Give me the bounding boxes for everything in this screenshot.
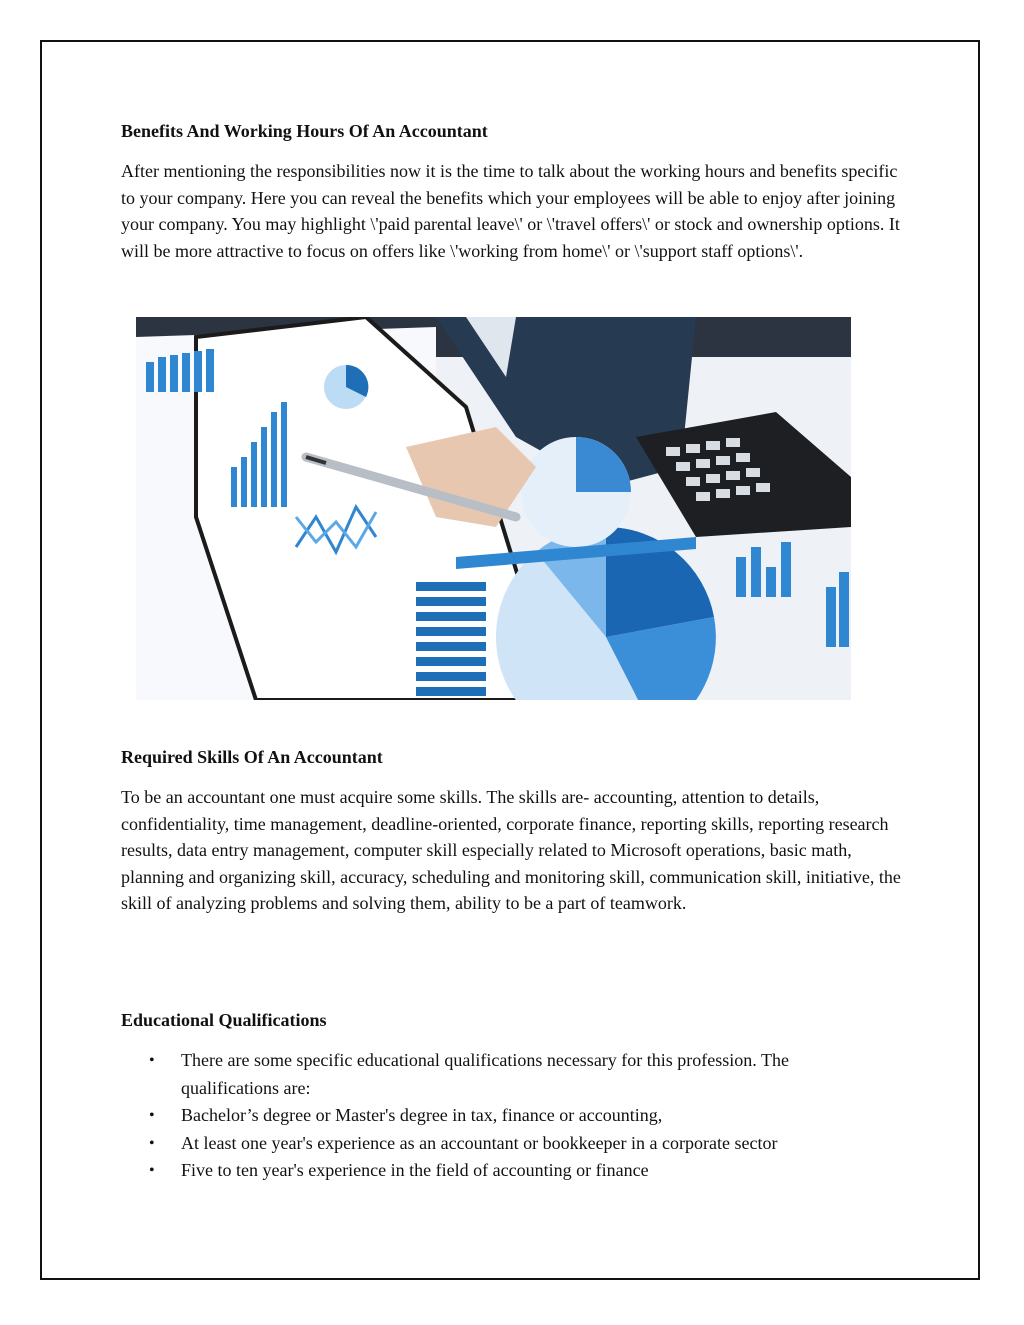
bullet-icon: • — [149, 1052, 155, 1069]
section-skills — [121, 744, 911, 917]
section-paragraph: After mentioning the responsibilities now it is the time to talk about the working hours and benefits specific to your company. Here you can reveal the benefits which your employees will be able to enjoy after joining your company. You may highlight \'paid parental leave\' or \'travel offers\' or stock and ownership options. It will be more attractive to focus on offers like \'working from home\' or \'support staff options\'. — [121, 161, 900, 261]
section-heading: Required Skills Of An Accountant — [121, 747, 383, 767]
bullet-icon: • — [149, 1162, 155, 1179]
section-paragraph: To be an accountant one must acquire some skills. The skills are- accounting, attention to details, confidentiality, time management, deadline-oriented, corporate finance, reporting skills, reporting research results, data entry management, computer skill especially related to Microsoft operations, basic math, planning and organizing skill, accuracy, scheduling and monitoring skill, communication skill, initiative, the skill of analyzing problems and solving them, ability to be a part of teamwork. — [121, 787, 901, 913]
accounting-photo — [136, 317, 851, 700]
list-item-text: There are some specific educational qualifications necessary for this profession. The qualifications are: — [181, 1050, 789, 1098]
list-item-text: At least one year's experience as an accountant or bookkeeper in a corporate sector — [181, 1132, 778, 1153]
section-heading: Benefits And Working Hours Of An Accountant — [121, 121, 488, 141]
qualifications-list — [121, 1047, 911, 1185]
list-item — [121, 1047, 881, 1102]
list-item-text: Five to ten year's experience in the field of accounting or finance — [181, 1160, 649, 1180]
section-benefits — [121, 118, 911, 264]
list-item — [121, 1130, 881, 1158]
section-heading: Educational Qualifications — [121, 1010, 327, 1030]
section-qualifications — [121, 1007, 911, 1185]
bullet-icon: • — [149, 1134, 155, 1152]
list-item — [121, 1157, 881, 1185]
list-item-text: Bachelor’s degree or Master's degree in tax, finance or accounting, — [181, 1105, 663, 1125]
list-item — [121, 1102, 881, 1130]
bullet-icon: • — [149, 1107, 155, 1124]
